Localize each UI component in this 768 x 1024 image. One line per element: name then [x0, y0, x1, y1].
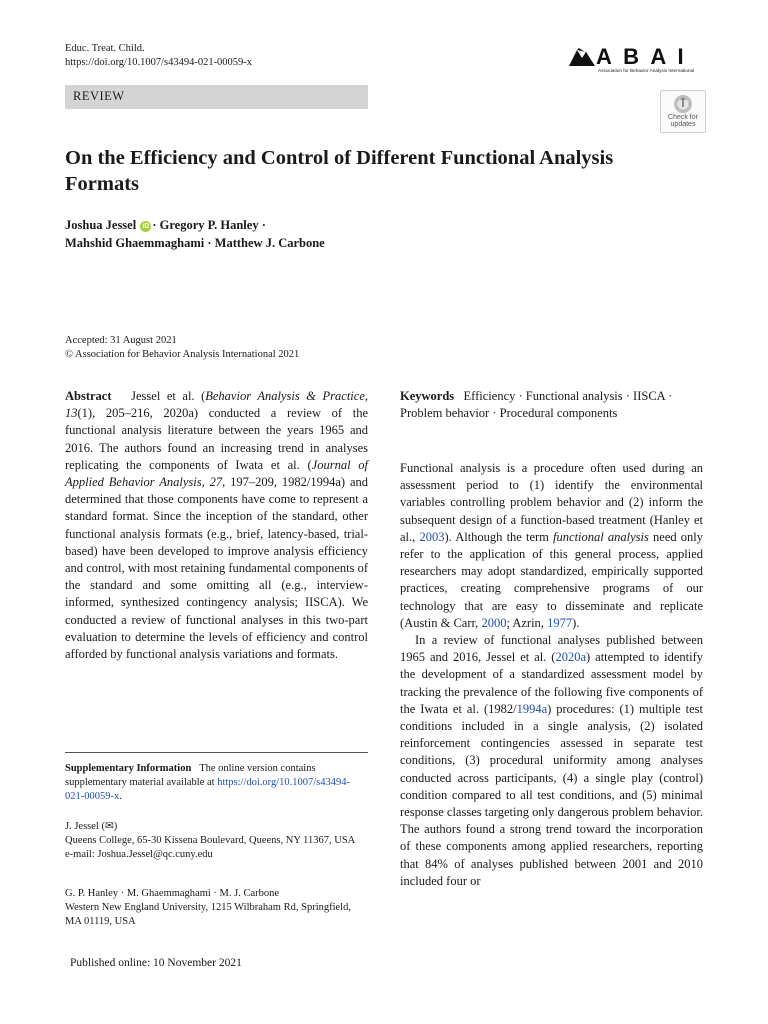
text-run: need only refer to the application of this general process, applied researchers may adopt standardized, empirically supported practices, creating comprehensive programs of our technology that are easy to disseminate and replicate (Austin & Carr,: [400, 529, 703, 630]
keywords: [400, 388, 703, 422]
abstract-text: (1), 205–216, 2020a) conducted a review of the functional analysis literature between the years 1965 and 2016. The authors found an increasing trend in analyses replicating the components of Iwata et al. (: [65, 406, 368, 472]
article-title: On the Efficiency and Control of Different Functional Analysis Formats: [65, 147, 614, 195]
text-run: functional analysis: [553, 529, 649, 544]
accepted-date: Accepted: 31 August 2021: [65, 335, 177, 346]
author-line: J. Jessel (✉): [65, 821, 118, 832]
text-run: ). Although the term: [444, 529, 554, 544]
author-name[interactable]: · Gregory P. Hanley ·: [152, 218, 266, 232]
logo-letters: A B A I: [596, 44, 687, 69]
paragraph: [400, 632, 703, 890]
citation-link[interactable]: 2020a: [555, 650, 587, 665]
keywords-heading: Keywords: [400, 389, 455, 403]
journal-header: [65, 42, 252, 70]
section-label: REVIEW: [73, 89, 125, 103]
section-bar: [65, 85, 368, 109]
text-run: ) procedures: (1) multiple test conditions included in a single analysis, (2) isolated reinforcement contingencies assessed in separate test conditions, (3) procedural uniformity among analyses conducted across participants, (4) a single play (control) condition compared to all test conditions, and (5) minimal response classes targeting only dangerous problem behavior. The authors found a strong trend toward the incorporation of these components among applied researchers, reporting that 84% of analyses published between 2001 and 2010 included four or: [400, 701, 703, 888]
coauthor-address: [65, 887, 368, 929]
text-run: Functional analysis is a procedure often used during an assessment period to (1) identify the environmental variables controlling problem behavior and (2) inform the subsequent design of a function-based treatment (Hanley et al.,: [400, 461, 703, 544]
citation-link[interactable]: 2003: [419, 529, 445, 544]
abstract-heading: Abstract: [65, 389, 112, 403]
footnote-divider: [65, 752, 368, 753]
text-run: ; Azrin,: [506, 615, 548, 630]
supp-link[interactable]: https://doi.org/10.1007/s43494-021-00059-x: [65, 777, 351, 802]
published-date: Published online: 10 November 2021: [70, 957, 242, 969]
check-updates-label: Check for updates: [668, 114, 698, 128]
check-for-updates-badge[interactable]: [660, 90, 706, 133]
orcid-icon[interactable]: iD: [142, 223, 150, 230]
abstract-text: Jessel et al. (: [131, 389, 206, 403]
abstract: [65, 388, 368, 663]
abai-logo: [568, 44, 708, 78]
author-line: G. P. Hanley · M. Ghaemmaghami · M. J. Carbone: [65, 888, 280, 899]
journal-name: Educ. Treat. Child.: [65, 43, 145, 54]
abai-logo-mark-icon: [568, 46, 596, 68]
address-line: Western New England University, 1215 Wilbraham Rd, Springfield, MA 01119, USA: [65, 902, 351, 927]
text-run: ) attempted to identify the development of a standardized assessment model by tracking the prevalence of the following five components of the Iwata et al. (1982/: [400, 650, 703, 716]
text-run: In a review of functional analyses published between 1965 and 2016, Jessel et al. (: [400, 633, 703, 665]
author-name[interactable]: Mahshid Ghaemmaghami · Matthew J. Carbone: [65, 236, 325, 250]
check-updates-icon: [673, 94, 693, 114]
keywords-text: Efficiency · Functional analysis · IISCA · Problem behavior · Procedural components: [400, 389, 673, 421]
abstract-text: Behavior Analysis & Practice, 13: [65, 389, 369, 421]
citation-link[interactable]: 1994a: [516, 701, 548, 716]
paragraph: [400, 460, 703, 632]
body-text: [400, 460, 703, 890]
citation-link[interactable]: 2000: [481, 615, 507, 630]
email-line[interactable]: e-mail: Joshua.Jessel@qc.cuny.edu: [65, 849, 213, 860]
corresponding-author-address: [65, 820, 368, 862]
supp-heading: Supplementary Information: [65, 763, 192, 774]
supplementary-info: [65, 762, 368, 804]
abstract-text: , 197–209, 1982/1994a) and determined that those components have come to represent a standard format. Since the inception of the standard, other functional analysis formats (e.g., brief, latency-based, trial-based) have been developed to improve analysis efficiency and control, with most retaining fundamental components of the standard and some omitting all (e.g., interview-informed, synthesized contingency analysis; IISCA). We conducted a review of functional analyses in this two-part evaluation to determine the levels of efficiency and control afforded by functional analysis variations and formats.: [65, 475, 368, 662]
text-run: ).: [572, 615, 580, 630]
address-line: Queens College, 65-30 Kissena Boulevard, Queens, NY 11367, USA: [65, 835, 356, 846]
logo-subtitle: Association for Behavior Analysis International: [598, 68, 695, 73]
author-list: [65, 216, 485, 252]
supp-text-end: .: [119, 791, 122, 802]
citation-link[interactable]: 1977: [547, 615, 573, 630]
doi-link[interactable]: https://doi.org/10.1007/s43494-021-00059-x: [65, 57, 253, 68]
copyright-notice: © Association for Behavior Analysis International 2021: [65, 349, 300, 360]
abstract-text: Journal of Applied Behavior Analysis, 27: [65, 457, 368, 490]
supp-text: The online version contains supplementary material available at: [65, 763, 316, 788]
author-name[interactable]: Joshua Jessel: [65, 218, 137, 232]
article-dates: [65, 334, 299, 362]
